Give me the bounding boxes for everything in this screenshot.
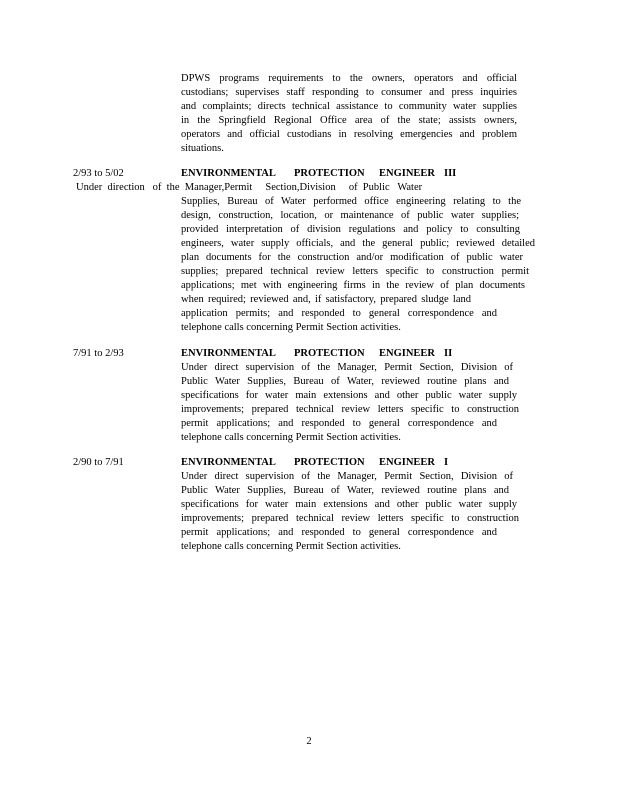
title-word: II bbox=[444, 348, 453, 359]
intro-line: and complaints; directs technical assistance to community water supplies bbox=[181, 101, 517, 112]
entry-line: provided interpretation of division regulations and policy to consulting bbox=[181, 224, 520, 235]
title-word: ENGINEER bbox=[379, 457, 436, 468]
entry-first-line: Under direction of the Manager,Permit Section,Division of Public Water bbox=[76, 182, 423, 193]
title-word: ENVIRONMENTAL bbox=[181, 168, 276, 179]
entry-line: when required; reviewed and, if satisfactory, prepared sludge land bbox=[181, 294, 471, 305]
entry-line: telephone calls concerning Permit Section activities. bbox=[181, 541, 401, 552]
intro-line: DPWS programs requirements to the owners, operators and official bbox=[181, 73, 517, 84]
intro-line: operators and official custodians in resolving emergencies and problem bbox=[181, 129, 517, 140]
intro-paragraph bbox=[181, 72, 517, 156]
entry-line: engineers, water supply officials, and the general public; reviewed detailed bbox=[181, 238, 535, 249]
entry-line: plan documents for the construction and/or modification of public water bbox=[181, 252, 523, 263]
title-word: PROTECTION bbox=[294, 457, 365, 468]
entry-description bbox=[181, 361, 517, 445]
title-word: III bbox=[444, 168, 457, 179]
entry-line: supplies; prepared technical review letters specific to construction permit bbox=[181, 266, 529, 277]
entry-line: telephone calls concerning Permit Section activities. bbox=[181, 322, 401, 333]
title-word: ENVIRONMENTAL bbox=[181, 457, 276, 468]
entry-line: Public Water Supplies, Bureau of Water, reviewed routine plans and bbox=[181, 485, 509, 496]
entry-line: improvements; prepared technical review letters specific to construction bbox=[181, 513, 519, 524]
entry-line: Under direct supervision of the Manager, Permit Section, Division of bbox=[181, 471, 513, 482]
entry-line: Public Water Supplies, Bureau of Water, reviewed routine plans and bbox=[181, 376, 509, 387]
title-word: PROTECTION bbox=[294, 168, 365, 179]
entry-line: Supplies, Bureau of Water performed office engineering relating to the bbox=[181, 196, 521, 207]
intro-line: situations. bbox=[181, 143, 224, 154]
entry-line: design, construction, location, or maintenance of public water supplies; bbox=[181, 210, 519, 221]
entry-dates: 7/91 to 2/93 bbox=[73, 348, 124, 359]
title-word: PROTECTION bbox=[294, 348, 365, 359]
entry-dates: 2/93 to 5/02 bbox=[73, 168, 124, 179]
title-word: I bbox=[444, 457, 449, 468]
entry-line: telephone calls concerning Permit Section activities. bbox=[181, 432, 401, 443]
title-word: ENGINEER bbox=[379, 168, 436, 179]
intro-line: custodians; supervises staff responding to consumer and press inquiries bbox=[181, 87, 517, 98]
entry-dates: 2/90 to 7/91 bbox=[73, 457, 124, 468]
entry-line: applications; met with engineering firms in the review of plan documents bbox=[181, 280, 525, 291]
title-word: ENVIRONMENTAL bbox=[181, 348, 276, 359]
page-number: 2 bbox=[306, 736, 312, 747]
entry-line: specifications for water main extensions and other public water supply bbox=[181, 499, 517, 510]
entry-line: permit applications; and responded to general correspondence and bbox=[181, 527, 497, 538]
entry-line: specifications for water main extensions and other public water supply bbox=[181, 390, 517, 401]
entry-line: improvements; prepared technical review letters specific to construction bbox=[181, 404, 519, 415]
entry-line: application permits; and responded to general correspondence and bbox=[181, 308, 497, 319]
title-word: ENGINEER bbox=[379, 348, 436, 359]
entry-line: Under direct supervision of the Manager, Permit Section, Division of bbox=[181, 362, 513, 373]
intro-line: in the Springfield Regional Office area of the state; assists owners, bbox=[181, 115, 517, 126]
entry-line: permit applications; and responded to general correspondence and bbox=[181, 418, 497, 429]
entry-description bbox=[181, 195, 535, 335]
entry-description bbox=[181, 470, 517, 554]
